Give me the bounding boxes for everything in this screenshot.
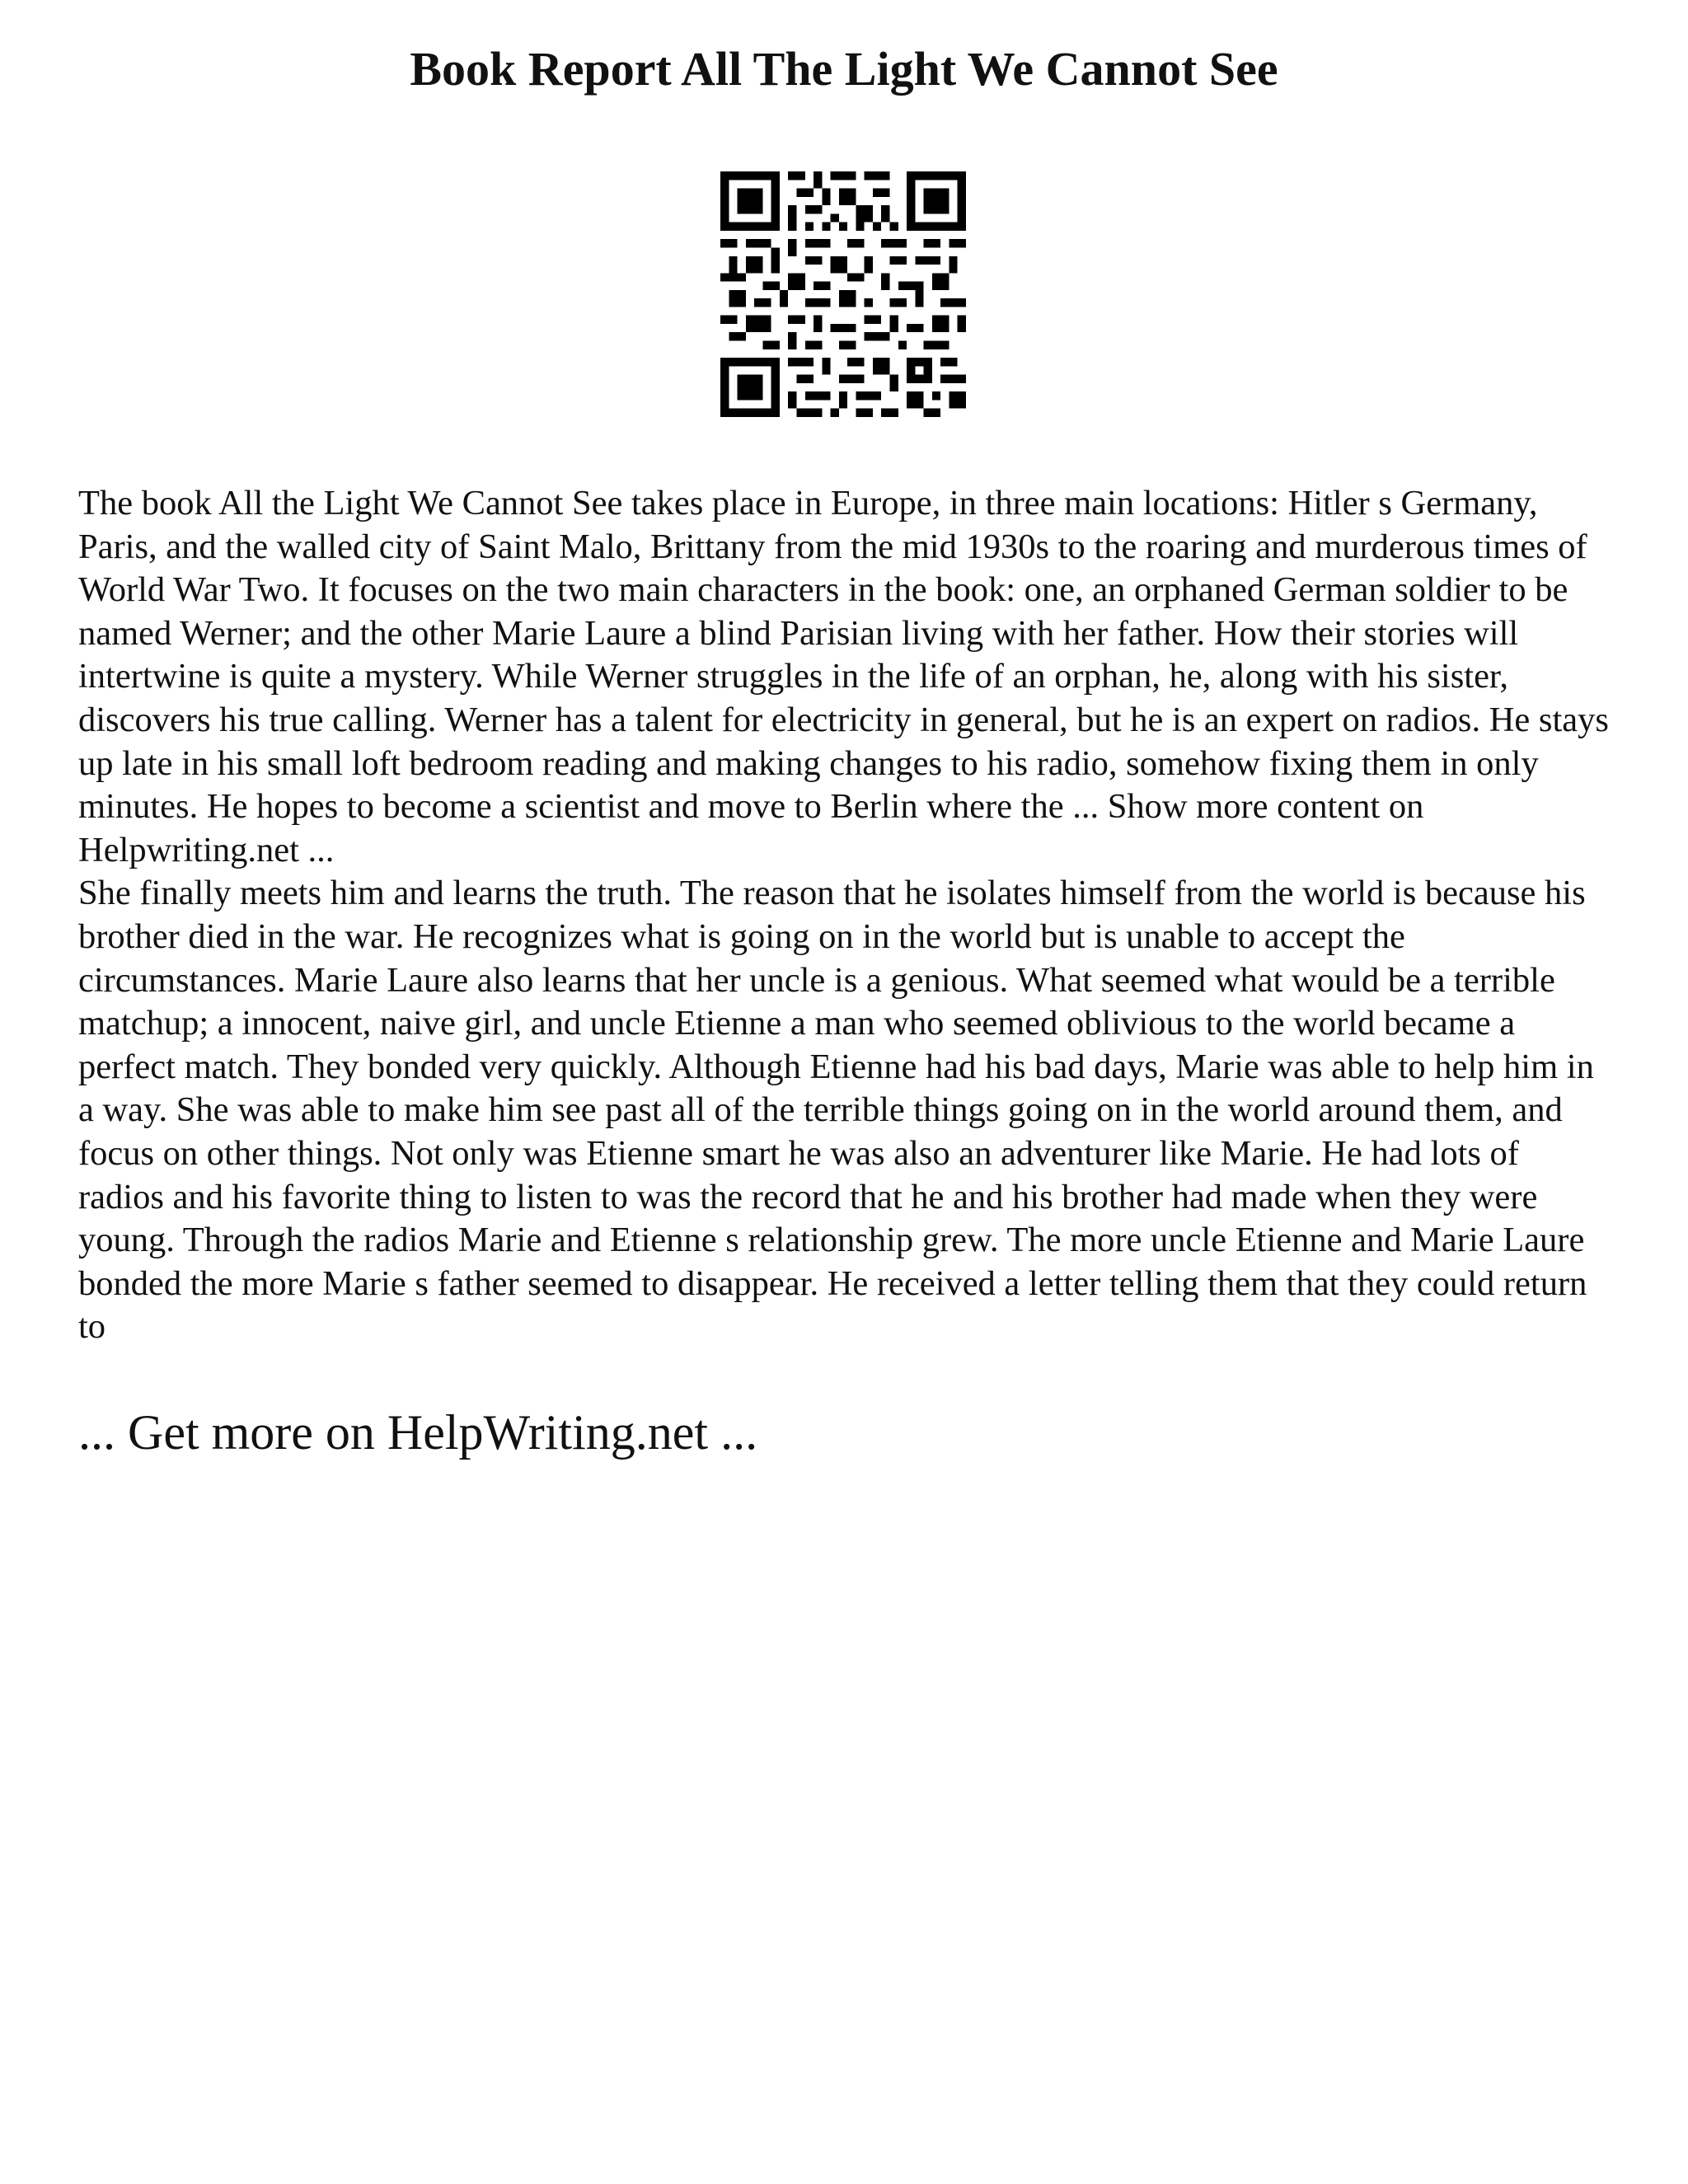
report-paragraph: She finally meets him and learns the truth. The reason that he isolates himself from the world is because his brother died in the war. He recognizes what is going on in the world but is unable to accept the circumstances. Marie Laure also learns that her uncle is a genious. What seemed what would be a terrible matchup; a innocent, naive girl, and uncle Etienne a man who seemed oblivious to the world became a perfect match. They bonded very quickly. Although Etienne had his bad days, Marie was able to help him in a way. She was able to make him see past all of the terrible things going on in the world around them, and focus on other things. Not only was Etienne smart he was also an adventurer like Marie. He had lots of radios and his favorite thing to listen to was the record that he and his brother had made when they were young. Through the radios Marie and Etienne s relationship grew. The more uncle Etienne and Marie Laure bonded the more Marie s father seemed to disappear. He received a letter telling them that they could return to (78, 874, 1594, 1347)
get-more-link[interactable]: ... Get more on HelpWriting.net ... (78, 1405, 758, 1460)
report-body (78, 482, 1611, 1349)
report-paragraph: The book All the Light We Cannot See takes place in Europe, in three main locations: Hitler s Germany, Paris, and the walled city of Saint Malo, Brittany from the mid 1930s to the roaring and murderous times of World War Two. It focuses on the two main characters in the book: one, an orphaned German soldier to be named Werner; and the other Marie Laure a blind Parisian living with her father. How their stories will intertwine is quite a mystery. While Werner struggles in the life of an orphan, he, along with his sister, discovers his true calling. Werner has a talent for electricity in general, but he is an expert on radios. He stays up late in his small loft bedroom reading and making changes to his radio, somehow fixing them in only minutes. He hopes to become a scientist and move to Berlin where the ... Show more content on Helpwriting.net ... (78, 484, 1609, 869)
qr-code-icon (720, 171, 966, 417)
page-title: Book Report All The Light We Cannot See (410, 42, 1278, 96)
